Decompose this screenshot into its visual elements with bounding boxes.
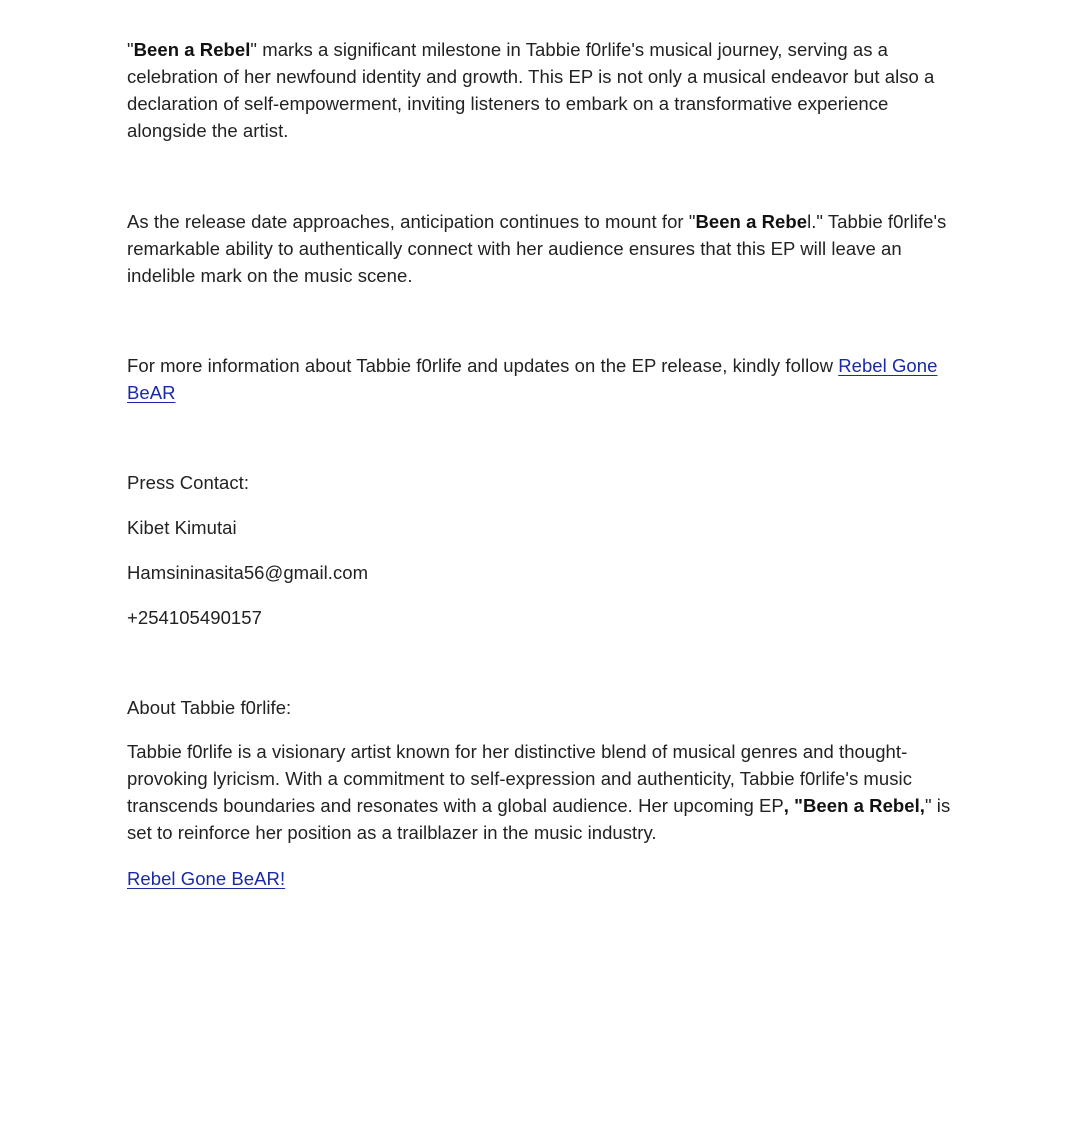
about-text-before: Tabbie f0rlife is a visionary artist known for her distinctive blend of musical genres and thought-provoking lyricism. With a commitment to self-expression and authenticity, Tabbie f0rlife's music transcends boundaries and resonates with a global audience. Her upcoming EP (127, 741, 912, 816)
ep-title-bold: , "Been a Rebel, (783, 795, 925, 816)
paragraph-more-info-text: For more information about Tabbie f0rlife and updates on the EP release, kindly follow (127, 355, 839, 376)
paragraph-milestone-text: " marks a significant milestone in Tabbie f0rlife's musical journey, serving as a celebration of her newfound identity and growth. This EP is not only a musical endeavor but also a declaration of self-empowerment, inviting listeners to embark on a transformative experience alongside the artist. (127, 39, 935, 141)
quote-mark: " (127, 39, 134, 60)
ep-title-bold: Been a Rebe (695, 211, 808, 232)
about-paragraph (127, 738, 962, 846)
paragraph-more-info (127, 352, 962, 406)
rebel-gone-bear-link[interactable]: Rebel Gone BeAR (127, 355, 938, 403)
rebel-gone-bear-footer-link[interactable]: Rebel Gone BeAR! (127, 868, 286, 889)
paragraph-milestone (127, 36, 962, 144)
paragraph-release-text-before: As the release date approaches, anticipation continues to mount for " (127, 211, 696, 232)
paragraph-release-text-after: l." Tabbie f0rlife's remarkable ability to authentically connect with her audience ensures that this EP will leave an indelible mark on the music scene. (127, 211, 947, 286)
paragraph-release (127, 208, 962, 289)
contact-email[interactable]: Hamsininasita56@gmail.com (127, 562, 369, 583)
ep-title-bold: Been a Rebel (133, 39, 251, 60)
about-text-after: " is set to reinforce her position as a trailblazer in the music industry. (127, 795, 951, 843)
contact-name: Kibet Kimutai (127, 517, 237, 538)
footer-link-line (127, 865, 285, 892)
about-heading: About Tabbie f0rlife: (127, 697, 292, 718)
contact-phone[interactable]: +254105490157 (127, 607, 262, 628)
press-contact-heading: Press Contact: (127, 472, 250, 493)
